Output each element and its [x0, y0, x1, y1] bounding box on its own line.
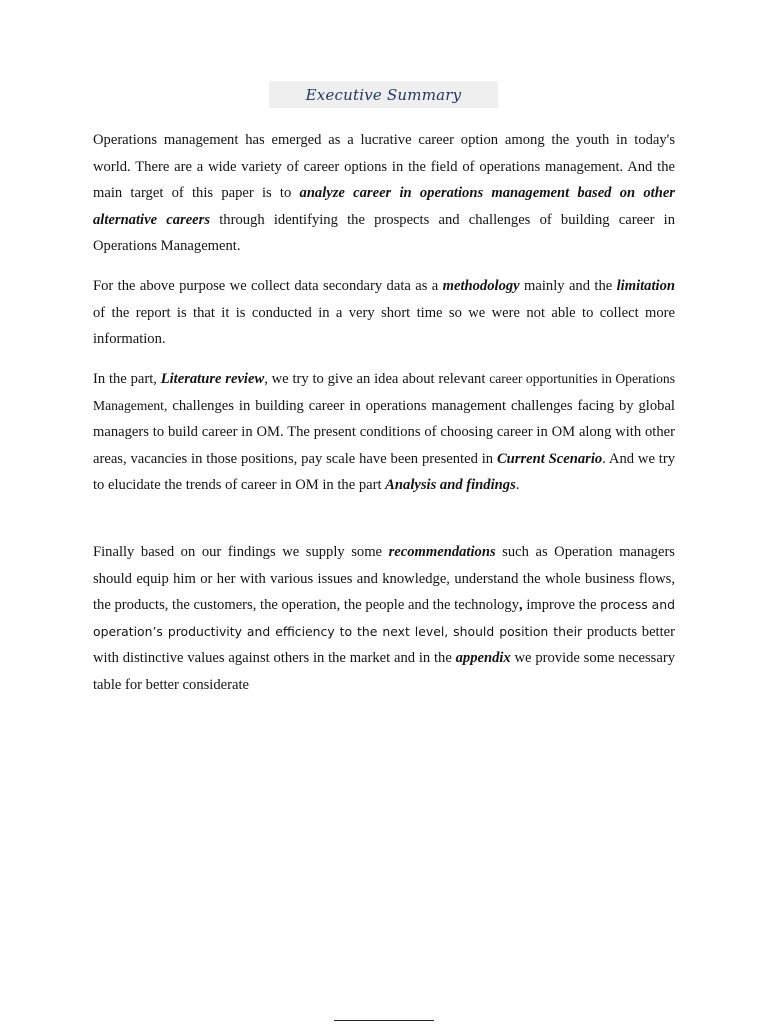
text-run: we provide some necessary table for better considerate [93, 650, 675, 693]
text-run: Operations management has emerged as a lucrative career option among the youth in today's world. There are a wide variety of career options in the field of operations management. And the main target of this paper is to [93, 132, 675, 202]
text-run-small: career opportunities in Operations Management, [93, 371, 675, 413]
paragraph-methodology [93, 273, 675, 353]
text-run: such as Operation managers should equip him or her with various issues and knowledge, understand the whole business flows, the products, the customers, the operation, the people and the technology [93, 544, 675, 614]
text-run: In the part, [93, 371, 161, 387]
text-run: products better with distinctive values against others in the market and in the [93, 623, 675, 667]
text-run-sans: process and operation’s productivity and efficiency to the next level, should position their [93, 597, 675, 639]
text-run: improve the [522, 597, 601, 614]
text-run: . And we try to elucidate the trends of career in OM in the part [93, 450, 675, 494]
footer-divider [334, 1020, 434, 1021]
text-run: challenges in building career in operations management challenges facing by global managers to build career in OM. The present conditions of choosing career in OM along with other areas, vacancies in those positions, pay scale have been presented in [93, 397, 675, 467]
text-run: Finally based on our findings we supply some [93, 544, 389, 560]
paragraph-recommendations [93, 539, 675, 699]
paragraph-literature [93, 366, 675, 499]
text-run: . [515, 477, 520, 494]
page-title: Executive Summary [305, 85, 462, 104]
title-box [269, 81, 498, 108]
emphasis-text: Current Scenario [496, 450, 603, 467]
emphasis-text: methodology [442, 278, 520, 294]
emphasis-text: recommendations [388, 544, 496, 560]
emphasis-text: limitation [616, 278, 675, 294]
emphasis-text: analyze career in operations management based on other alternative careers [93, 185, 675, 228]
text-run: , [519, 597, 523, 614]
emphasis-text: Analysis and findings [385, 477, 516, 494]
text-run: , we try to give an idea about relevant [264, 371, 490, 387]
text-run: mainly and the [519, 278, 617, 294]
emphasis-text: appendix [455, 650, 511, 667]
text-run: through identifying the prospects and challenges of building career in Operations Management. [93, 211, 675, 255]
text-run: of the report is that it is conducted in a very short time so we were not able to collect more information. [93, 304, 675, 348]
emphasis-text: Literature review [160, 371, 265, 387]
text-run: For the above purpose we collect data secondary data as a [93, 278, 443, 294]
paragraph-intro [93, 127, 675, 260]
